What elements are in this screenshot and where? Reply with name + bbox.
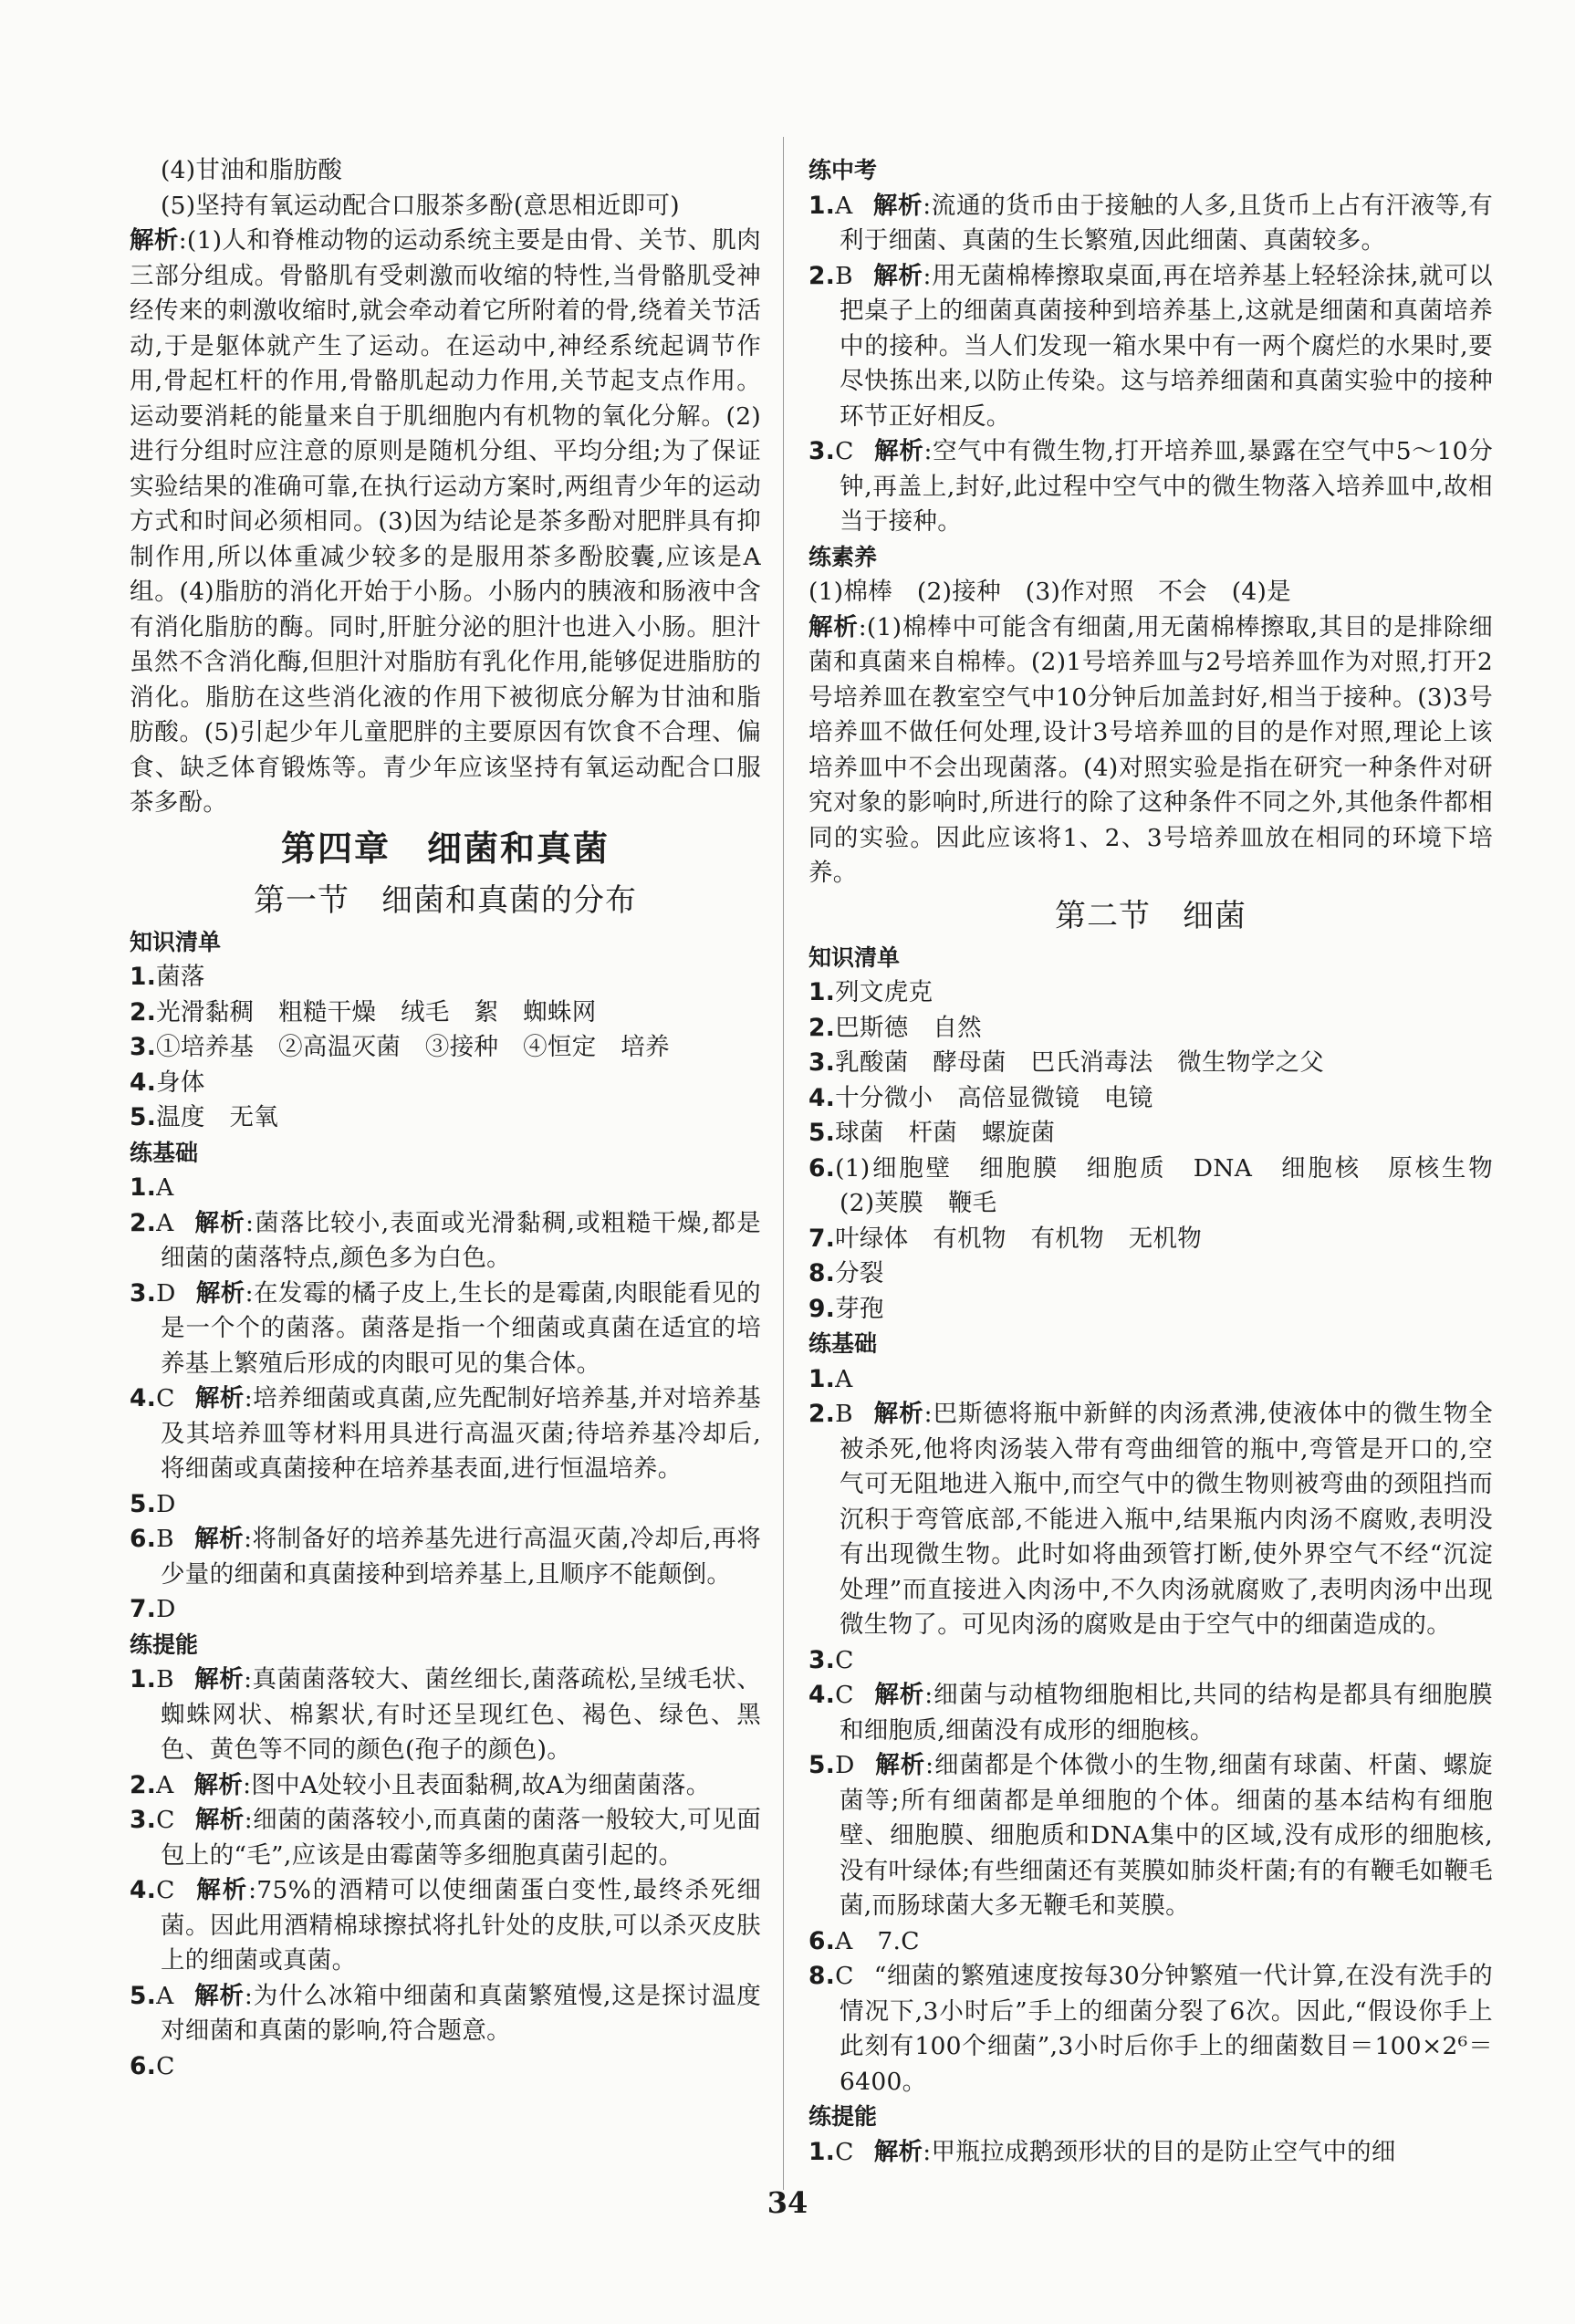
answer-choice: A xyxy=(835,1364,853,1393)
item-number: 2. xyxy=(808,261,836,290)
answer-choice: C xyxy=(156,1384,175,1412)
analysis-text: :培养细菌或真菌,应先配制好培养基,并对培养基及其培养皿等材料用具进行高温灭菌;待培养基冷却后,将细菌或真菌接种在培养基表面,进行恒温培养。 xyxy=(161,1384,761,1483)
analysis-paragraph xyxy=(130,224,761,821)
analysis-text: :甲瓶拉成鹅颈形状的目的是防止空气中的细 xyxy=(923,2137,1396,2166)
item-number: 8. xyxy=(808,1962,836,1990)
item-number: 4. xyxy=(130,1876,157,1904)
answer-choice: D xyxy=(835,1751,855,1779)
analysis-label: 解析 xyxy=(872,191,923,220)
item-number: 2. xyxy=(130,1208,157,1237)
item-number: 1. xyxy=(808,1364,836,1393)
knowledge-header: 知识清单 xyxy=(808,943,901,971)
item-number: 2. xyxy=(130,1770,157,1799)
knowledge-item xyxy=(130,995,761,1031)
analysis-text: :空气中有微生物,打开培养皿,暴露在空气中5～10分钟,再盖上,封好,此过程中空气中的微生物落入培养皿中,故相当于接种。 xyxy=(840,437,1493,536)
question-answer xyxy=(808,434,1493,540)
page-number: 34 xyxy=(767,2185,808,2220)
answer-choice: A xyxy=(835,191,853,220)
knowledge-header: 知识清单 xyxy=(130,928,222,955)
analysis-label: 解析 xyxy=(193,1665,245,1693)
analysis-label: 解析 xyxy=(193,1208,245,1237)
knowledge-item xyxy=(808,975,1493,1011)
question-answer xyxy=(808,1643,1493,1679)
answer-choice: A xyxy=(156,1770,174,1799)
knowledge-item xyxy=(130,960,761,995)
item-number: 5. xyxy=(130,1489,157,1518)
answer-choice: A xyxy=(156,1208,174,1237)
item-text: 温度 无氧 xyxy=(156,1103,279,1131)
answer-choice: C xyxy=(835,437,854,465)
answer-choice: B xyxy=(156,1525,174,1553)
right-column xyxy=(808,153,1518,2170)
analysis-label: 解析 xyxy=(130,226,179,255)
basic-header: 练基础 xyxy=(808,1330,878,1357)
question-answer xyxy=(130,1206,761,1277)
analysis-text: :细菌都是个体微小的生物,细菌有球菌、杆菌、螺旋菌等;所有细菌都是单细胞的个体。细菌的基本结构有细胞壁、细胞膜、细胞质和DNA集中的区域,没有成形的细胞核,没有叶绿体;有些细菌还有荚膜如肺炎杆菌;有的有鞭毛如鞭毛菌,而肠球菌大多无鞭毛和荚膜。 xyxy=(840,1751,1493,1920)
item-text: 巴斯德 自然 xyxy=(835,1013,982,1042)
question-answer xyxy=(130,2049,761,2085)
analysis-label: 解析 xyxy=(194,1876,249,1904)
analysis-label: 解析 xyxy=(808,612,859,641)
question-answer xyxy=(808,259,1493,435)
item-text: 乳酸菌 酵母菌 巴氏消毒法 微生物学之父 xyxy=(835,1048,1325,1077)
item-number: 6. xyxy=(808,1926,836,1955)
analysis-label: 解析 xyxy=(193,1981,245,2010)
left-column xyxy=(130,153,761,2084)
analysis-text: :(1)人和脊椎动物的运动系统主要是由骨、关节、肌肉三部分组成。骨骼肌有受刺激而收缩的特性,当骨骼肌受神经传来的刺激收缩时,就会牵动着它所附着的骨,绕着关节活动,于是躯体就产生了运动。在运动中,神经系统起调节作用,骨起杠杆的作用,骨骼肌起动力作用,关节起支点作用。运动要消耗的能量来自于肌细胞内有机物的氧化分解。(2)进行分组时应注意的原则是随机分组、平均分组;为了保证实验结果的准确可靠,在执行运动方案时,两组青少年的运动方式和时间必须相同。(3)因为结论是茶多酚对肥胖具有抑制作用,所以体重减少较多的是服用茶多酚胶囊,应该是A组。(4)脂肪的消化开始于小肠。小肠内的胰液和肠液中含有消化脂肪的酶。同时,肝脏分泌的胆汁也进入小肠。胆汁虽然不含消化酶,但胆汁对脂肪有乳化作用,能够促进脂肪的消化。脂肪在这些消化液的作用下被彻底分解为甘油和脂肪酸。(5)引起少年儿童肥胖的主要原因有饮食不合理、偏食、缺乏体育锻炼等。青少年应该坚持有氧运动配合口服茶多酚。 xyxy=(130,226,761,817)
knowledge-item xyxy=(130,1030,761,1066)
question-answer xyxy=(130,1979,761,2049)
basic-list xyxy=(130,1171,761,1628)
analysis-label: 解析 xyxy=(872,261,923,290)
item-number: 4. xyxy=(130,1384,157,1412)
analysis-text: :在发霉的橘子皮上,生长的是霉菌,肉眼能看见的是一个个的菌落。菌落是指一个细菌或真菌在适宜的培养基上繁殖后形成的肉眼可见的集合体。 xyxy=(161,1278,761,1378)
item-number: 3. xyxy=(130,1033,157,1061)
basic-list xyxy=(808,1362,1493,2100)
knowledge-item xyxy=(130,1066,761,1101)
knowledge-item xyxy=(808,1256,1493,1292)
item-number: 1. xyxy=(130,1173,157,1202)
item-number: 4. xyxy=(808,1681,836,1709)
answer-choice: B xyxy=(156,1665,174,1693)
knowledge-item xyxy=(808,1046,1493,1081)
analysis-label: 解析 xyxy=(193,1770,244,1799)
item-number: 9. xyxy=(808,1294,836,1323)
answer-choice: C xyxy=(835,1645,854,1674)
knowledge-list xyxy=(808,975,1518,1327)
section-title: 第二节 细菌 xyxy=(1055,897,1246,934)
item-text: ①培养基 ②高温灭菌 ③接种 ④恒定 培养 xyxy=(156,1033,670,1061)
analysis-label: 解析 xyxy=(874,1751,926,1779)
literacy-header: 练素养 xyxy=(808,543,878,570)
answer-choice: C xyxy=(835,1681,854,1709)
knowledge-list xyxy=(130,960,761,1136)
item-text: 球菌 杆菌 螺旋菌 xyxy=(835,1119,1056,1147)
chapter-title: 第四章 细菌和真菌 xyxy=(280,828,610,869)
question-answer xyxy=(808,1924,1493,1960)
item-number: 4. xyxy=(130,1068,157,1097)
question-answer xyxy=(130,1487,761,1523)
item-number: 1. xyxy=(130,963,157,991)
improve-header: 练提能 xyxy=(808,2103,878,2130)
analysis-text: :巴斯德将瓶中新鲜的肉汤煮沸,使液体中的微生物全被杀死,他将肉汤装入带有弯曲细管的瓶中,弯管是开口的,空气可无阻地进入瓶中,而空气中的微生物则被弯曲的颈阻挡而沉积于弯管底部,不能进入瓶中,结果瓶内肉汤不腐败,表明没有出现微生物。此时如将曲颈管打断,使外界空气不经“沉淀处理”而直接进入肉汤中,不久肉汤就腐败了,表明肉汤中出现微生物了。可见肉汤的腐败是由于空气中的细菌造成的。 xyxy=(840,1400,1493,1639)
analysis-text: :为什么冰箱中细菌和真菌繁殖慢,这是探讨温度对细菌和真菌的影响,符合题意。 xyxy=(161,1981,761,2045)
question-answer xyxy=(130,1171,761,1206)
item-number: 5. xyxy=(130,1103,157,1131)
knowledge-item xyxy=(808,1116,1493,1152)
answer-choice: C xyxy=(156,1876,175,1904)
item-number: 3. xyxy=(130,1806,157,1834)
analysis-text: :(1)棉棒中可能含有细菌,用无菌棉棒擦取,其目的是排除细菌和真菌来自棉棒。(2)1号培养皿与2号培养皿作为对照,打开2号培养皿在教室空气中10分钟后加盖封好,相当于接种。(3)3号培养皿不做任何处理,设计3号培养皿的目的是作对照,理论上该培养皿中不会出现菌落。(4)对照实验是指在研究一种条件对研究对象的影响时,所进行的除了这种条件不同之外,其他条件都相同的实验。因此应该将1、2、3号培养皿放在相同的环境下培养。 xyxy=(808,612,1493,887)
improve-list xyxy=(808,2135,1493,2171)
item-number: 2. xyxy=(808,1013,836,1042)
analysis-label: 解析 xyxy=(193,1525,245,1553)
analysis-label: 解析 xyxy=(194,1384,245,1412)
item-number: 2. xyxy=(130,997,157,1027)
question-answer xyxy=(130,1277,761,1382)
item-number: 3. xyxy=(808,1048,836,1077)
knowledge-item xyxy=(808,1011,1493,1047)
item-number: 1. xyxy=(808,2137,836,2166)
analysis-text: :细菌与动植物细胞相比,共同的结构是都具有细胞膜和细胞质,细菌没有成形的细胞核。 xyxy=(840,1681,1493,1745)
analysis-label: 解析 xyxy=(873,2137,923,2166)
question-answer xyxy=(130,1381,761,1487)
question-answer xyxy=(130,1522,761,1592)
knowledge-item xyxy=(808,1292,1493,1328)
item-number: 5. xyxy=(130,1981,157,2010)
knowledge-item xyxy=(808,1081,1493,1117)
analysis-text: :细菌的菌落较小,而真菌的菌落一般较大,可见面包上的“毛”,应该是由霉菌等多细胞真菌引起的。 xyxy=(161,1806,761,1870)
answer-line: (5)坚持有氧运动配合口服茶多酚(意思相近即可) xyxy=(161,191,680,220)
question-answer xyxy=(808,189,1493,259)
item-text: 列文虎克 xyxy=(835,978,934,1006)
item-number: 7. xyxy=(130,1595,157,1623)
item-number: 3. xyxy=(130,1278,157,1308)
answer-choice: B xyxy=(835,261,853,290)
item-text: (1)细胞壁 细胞膜 细胞质 DNA 细胞核 原核生物 (2)荚膜 鞭毛 xyxy=(835,1153,1518,1217)
analysis-text: :流通的货币由于接触的人多,且货币上占有汗液等,有利于细菌、真菌的生长繁殖,因此细菌、真菌较多。 xyxy=(840,191,1493,255)
analysis-text: :将制备好的培养基先进行高温灭菌,冷却后,再将少量的细菌和真菌接种到培养基上,且顺序不能颠倒。 xyxy=(161,1525,761,1589)
question-answer xyxy=(130,1662,761,1768)
basic-header: 练基础 xyxy=(130,1139,199,1166)
answer-choice: C xyxy=(156,2051,175,2080)
item-number: 5. xyxy=(808,1751,836,1779)
analysis-label: 解析 xyxy=(872,1400,924,1428)
question-answer xyxy=(130,1873,761,1979)
item-text: 芽孢 xyxy=(835,1294,884,1323)
analysis-text: :菌落比较小,表面或光滑黏稠,或粗糙干燥,都是细菌的菌落特点,颜色多为白色。 xyxy=(161,1208,761,1272)
item-number: 4. xyxy=(808,1083,836,1112)
item-number: 8. xyxy=(808,1259,836,1287)
knowledge-item xyxy=(808,1152,1518,1222)
column-divider xyxy=(783,137,784,2190)
section-title: 第一节 细菌和真菌的分布 xyxy=(254,881,637,919)
knowledge-item xyxy=(808,1222,1493,1257)
analysis-label: 解析 xyxy=(195,1278,245,1308)
item-number: 6. xyxy=(130,1525,157,1553)
question-answer xyxy=(808,1748,1493,1924)
exam-list xyxy=(808,189,1493,540)
analysis-text: :用无菌棉棒擦取桌面,再在培养基上轻轻涂抹,就可以把桌子上的细菌真菌接种到培养基上,这就是细菌和真菌培养中的接种。当人们发现一箱水果中有一两个腐烂的水果时,要尽快拣出来,以防止传染。这与培养细菌和真菌实验中的接种环节正好相反。 xyxy=(840,261,1493,431)
question-answer xyxy=(808,1362,1493,1398)
item-number: 3. xyxy=(808,1645,836,1674)
answer-choice: C xyxy=(156,1806,175,1834)
answer-choice: B xyxy=(835,1400,853,1428)
analysis-text: :图中A处较小且表面黏稠,故A为细菌菌落。 xyxy=(243,1770,711,1799)
item-text: 光滑黏稠 粗糙干燥 绒毛 絮 蜘蛛网 xyxy=(156,997,597,1027)
literacy-analysis xyxy=(808,610,1493,891)
item-number: 2. xyxy=(808,1400,836,1428)
answer-choice: D xyxy=(156,1489,176,1518)
question-answer xyxy=(130,1592,761,1628)
item-number: 1. xyxy=(130,1665,157,1693)
item-number: 6. xyxy=(130,2051,157,2080)
item-text: 身体 xyxy=(156,1068,205,1097)
question-answer xyxy=(808,1959,1493,2100)
analysis-text: :真菌菌落较大、菌丝细长,菌落疏松,呈绒毛状、蜘蛛网状、棉絮状,有时还呈现红色、褐色、绿色、黑色、黄色等不同的颜色(孢子的颜色)。 xyxy=(161,1665,761,1764)
answer-choice: C xyxy=(835,1962,854,1990)
answer-choice: A 7.C xyxy=(835,1926,920,1955)
answer-choice: D xyxy=(156,1278,176,1308)
item-text: 分裂 xyxy=(835,1259,884,1287)
question-answer xyxy=(130,1803,761,1873)
item-text: 十分微小 高倍显微镜 电镜 xyxy=(835,1083,1153,1112)
analysis-text: :75%的酒精可以使细菌蛋白变性,最终杀死细菌。因此用酒精棉球擦拭将扎针处的皮肤,可以杀灭皮肤上的细菌或真菌。 xyxy=(161,1876,761,1975)
literacy-answer: (1)棉棒 (2)接种 (3)作对照 不会 (4)是 xyxy=(808,578,1291,606)
analysis-text: “细菌的繁殖速度按每30分钟繁殖一代计算,在没有洗手的情况下,3小时后”手上的细菌分裂了6次。因此,“假设你手上此刻有100个细菌”,3小时后你手上的细菌数目＝100×2⁶＝6400。 xyxy=(840,1962,1493,2096)
item-number: 1. xyxy=(808,191,836,220)
item-number: 3. xyxy=(808,437,836,465)
improve-list xyxy=(130,1662,761,2084)
improve-header: 练提能 xyxy=(130,1631,199,1658)
answer-choice: D xyxy=(156,1595,176,1623)
knowledge-item xyxy=(130,1100,761,1136)
item-text: 菌落 xyxy=(156,963,205,991)
answer-line: (4)甘油和脂肪酸 xyxy=(161,156,343,184)
item-number: 1. xyxy=(808,978,836,1006)
item-number: 7. xyxy=(808,1224,836,1253)
analysis-label: 解析 xyxy=(194,1806,245,1834)
question-answer xyxy=(808,2135,1493,2171)
analysis-label: 解析 xyxy=(873,1681,925,1709)
item-number: 5. xyxy=(808,1119,836,1147)
question-answer xyxy=(808,1397,1493,1643)
question-answer xyxy=(808,1678,1493,1748)
item-text: 叶绿体 有机物 有机物 无机物 xyxy=(835,1224,1203,1253)
answer-choice: A xyxy=(156,1981,174,2010)
item-number: 6. xyxy=(808,1153,836,1183)
exam-header: 练中考 xyxy=(808,157,878,183)
question-answer xyxy=(130,1768,761,1804)
analysis-label: 解析 xyxy=(873,437,924,465)
answer-choice: C xyxy=(835,2137,854,2166)
answer-choice: A xyxy=(156,1173,174,1202)
